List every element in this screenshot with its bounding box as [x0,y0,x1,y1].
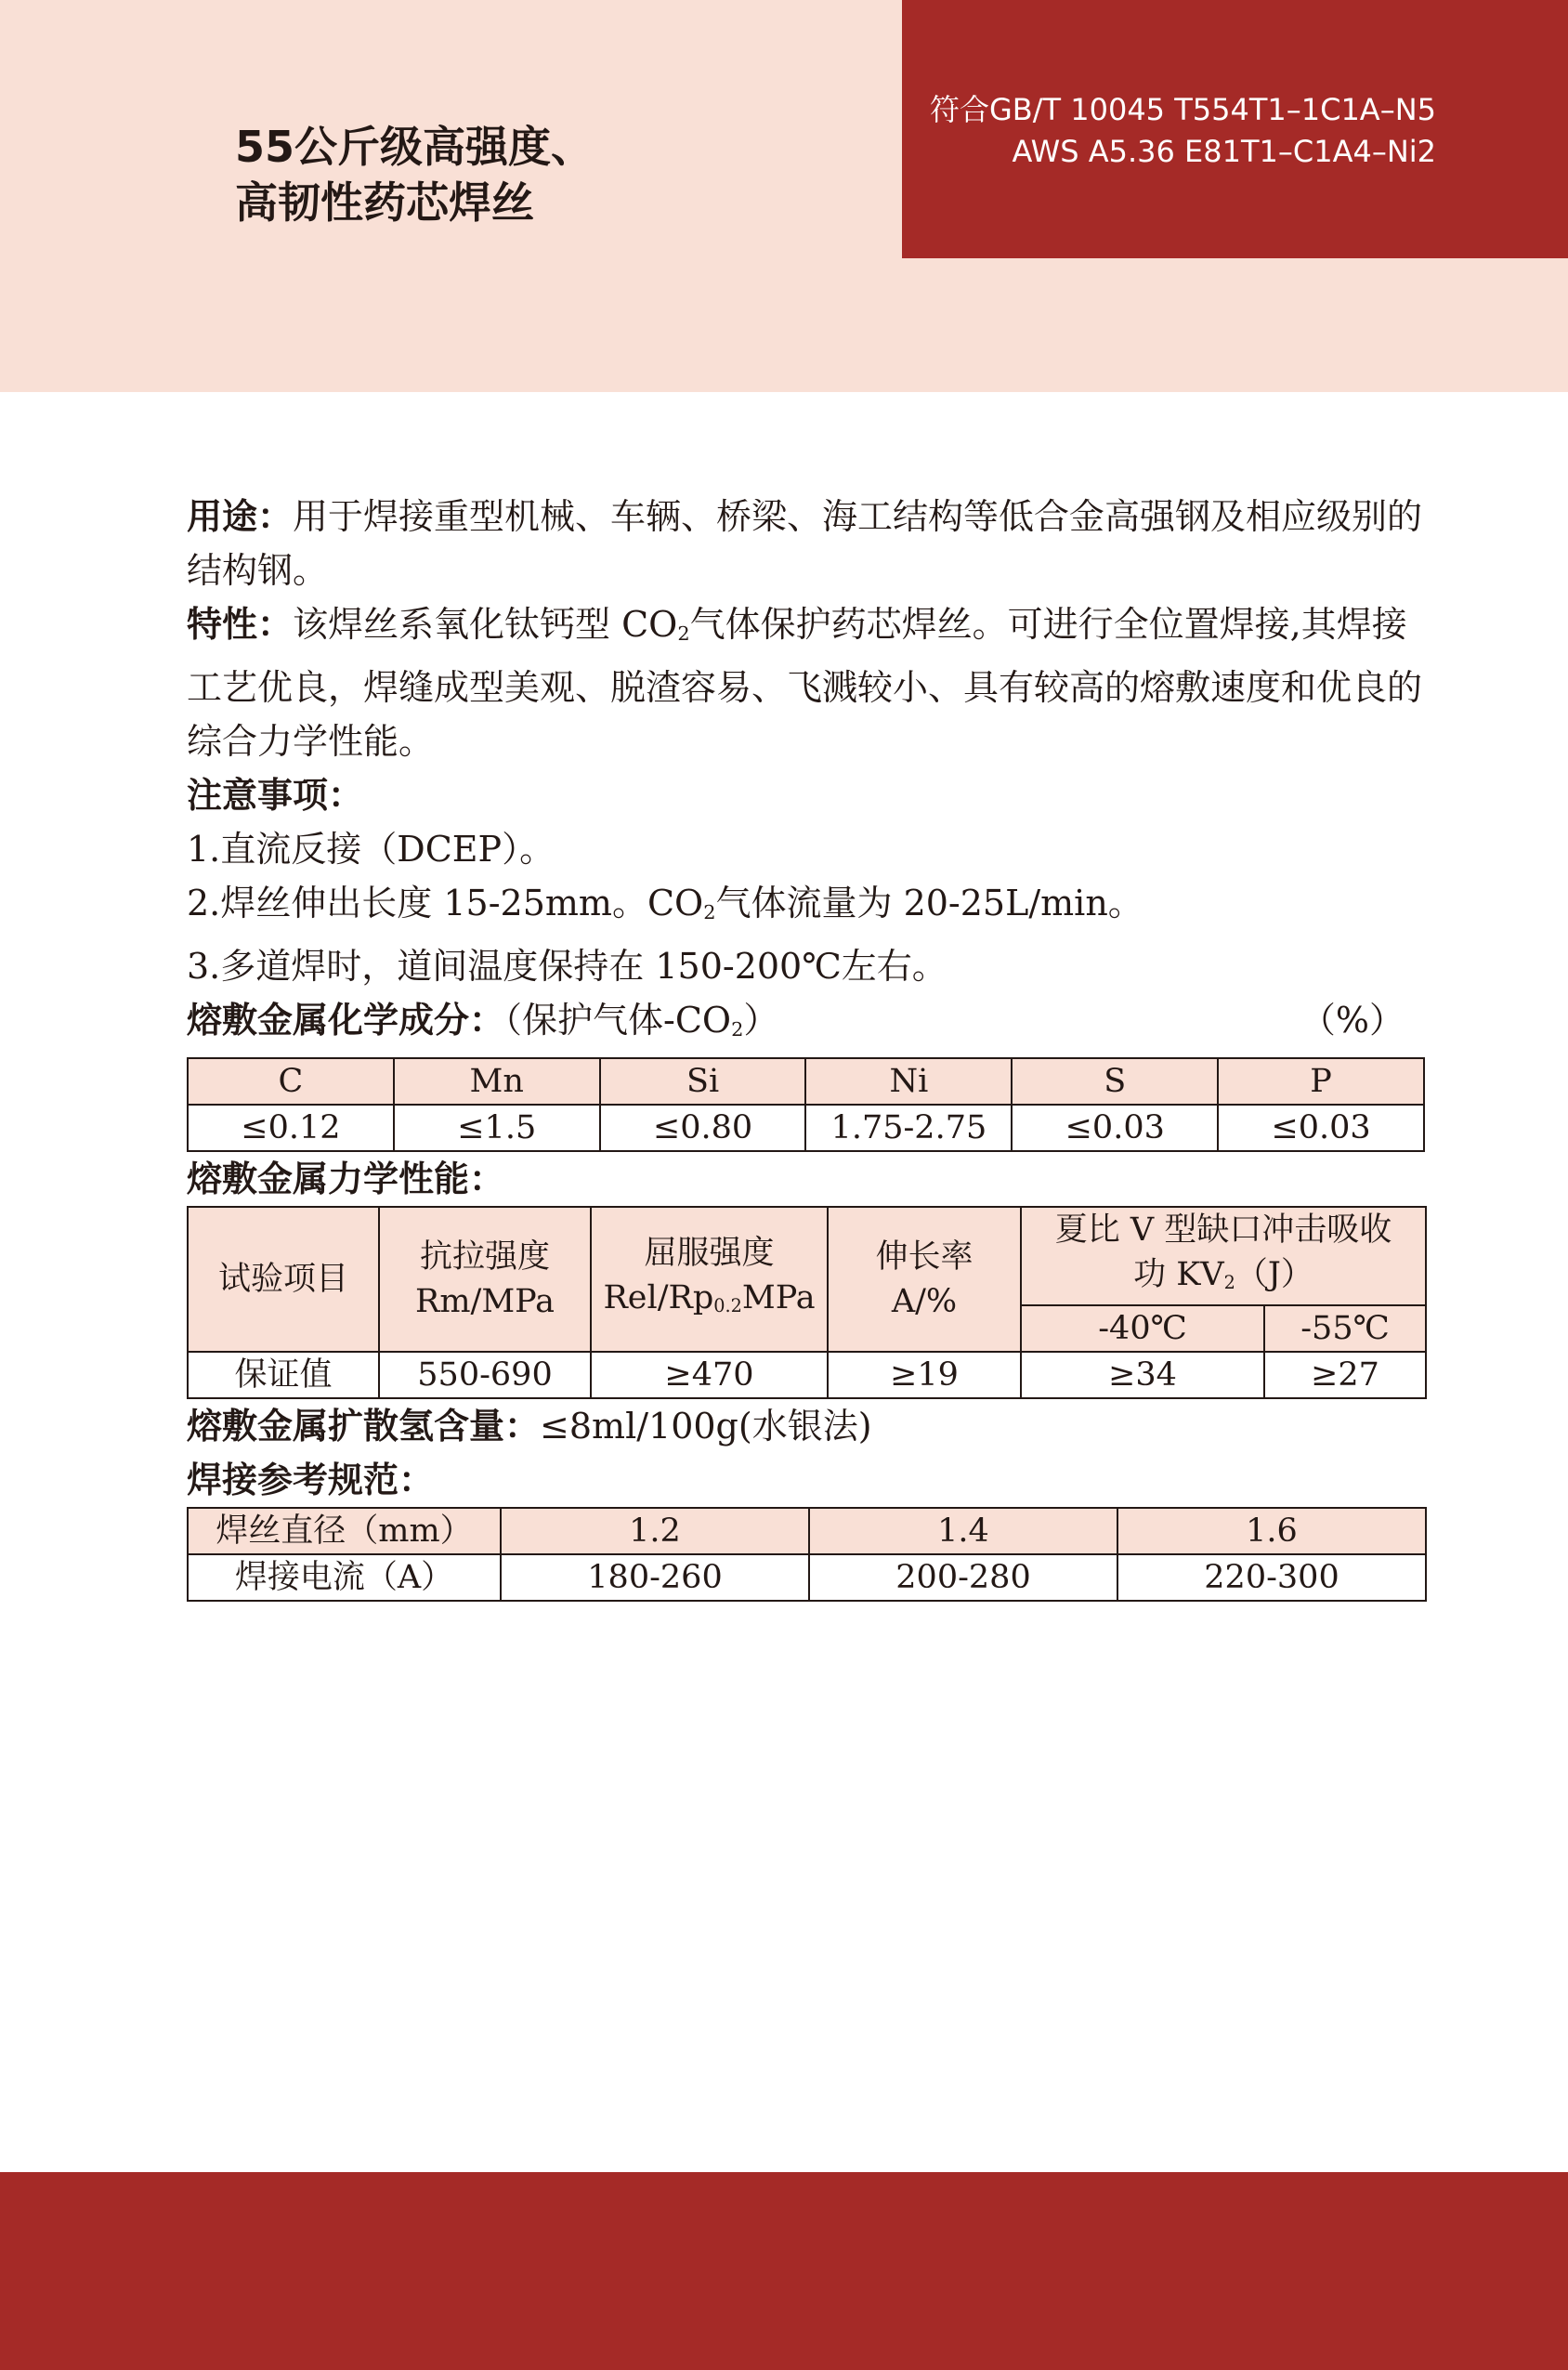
chem-header-p: P [1218,1058,1424,1105]
welding-diameter-1: 1.2 [501,1508,809,1554]
mech-col-tensile [379,1207,591,1353]
main-content [187,490,1425,1602]
mechanical-header-row-1 [188,1207,1426,1306]
mech-col-impact-subscript: 2 [1223,1271,1235,1293]
welding-current-label: 焊接电流（A） [188,1554,501,1601]
product-title [235,119,594,230]
chemistry-gas-subscript: 2 [731,1018,744,1041]
chem-value-p: ≤0.03 [1218,1105,1424,1151]
mech-row-label: 保证值 [188,1352,379,1398]
chem-value-s: ≤0.03 [1012,1105,1218,1151]
welding-diameter-2: 1.4 [809,1508,1117,1554]
note-item-1: 1.直流反接（DCEP）。 [187,829,555,871]
chemistry-value-row [188,1105,1424,1151]
mechanical-heading: 熔敷金属力学性能： [187,1158,505,1199]
usage-label: 用途： [187,496,294,537]
chem-value-ni: 1.75-2.75 [805,1105,1012,1151]
features-paragraph [187,597,1425,768]
mech-col-item: 试验项目 [188,1207,379,1353]
chem-header-s: S [1012,1058,1218,1105]
usage-text: 用于焊接重型机械、车辆、桥梁、海工结构等低合金高强钢及相应级别的结构钢。 [187,496,1423,591]
mech-col-impact-2 [1022,1252,1425,1305]
standard-codes [930,89,1436,173]
chem-header-si: Si [600,1058,806,1105]
mech-col-elongation [828,1207,1021,1353]
mech-value-yield: ≥470 [591,1352,828,1398]
mech-col-tensile-1: 抗拉强度 [419,1237,550,1276]
welding-table [187,1507,1427,1602]
welding-current-row [188,1554,1426,1601]
standard-gb: 符合GB/T 10045 T554T1–1C1A–N5 [929,92,1436,127]
mech-col-elong-2: A/% [891,1282,958,1320]
hydrogen-value: ≤8ml/100g(水银法) [540,1406,872,1447]
mechanical-table [187,1206,1427,1400]
features-text-2: 气体保护药芯焊丝。可进行全位置焊接,其焊接工艺优良，焊缝成型美观、脱渣容易、飞溅较小、具有较高的熔敷速度和优良的综合力学性能。 [187,604,1423,763]
mech-col-temp-40: -40℃ [1021,1305,1264,1352]
welding-current-1: 180-260 [501,1554,809,1601]
mech-col-elong-1: 伸长率 [875,1237,973,1276]
features-label: 特性： [187,604,294,645]
mech-col-temp-55: -55℃ [1264,1305,1426,1352]
notes-heading: 注意事项： [187,775,364,817]
mech-col-tensile-2: Rm/MPa [414,1282,555,1320]
mech-value-elongation: ≥19 [828,1352,1021,1398]
mech-col-yield-subscript: 0.2 [713,1294,742,1316]
welding-diameter-3: 1.6 [1117,1508,1426,1554]
mechanical-value-row [188,1352,1426,1398]
chemistry-table [187,1057,1425,1152]
mech-col-impact-2b: （J） [1235,1255,1313,1293]
chemistry-gas-2: ） [743,1000,779,1041]
mech-col-yield-1: 屈服强度 [644,1234,775,1272]
features-text-1: 该焊丝系氧化钛钙型 CO [293,604,678,645]
title-line-2: 高韧性药芯焊丝 [235,177,534,228]
chem-header-c: C [188,1058,394,1105]
mech-col-yield [591,1207,828,1353]
chem-value-c: ≤0.12 [188,1105,394,1151]
mech-col-impact-1: 夏比 V 型缺口冲击吸收 [1054,1211,1392,1249]
mech-col-yield-2b: MPa [741,1278,816,1316]
chemistry-heading-left [187,993,778,1056]
chemistry-unit: （%） [1300,1000,1405,1041]
usage-paragraph [187,490,1425,597]
standard-aws: AWS A5.36 E81T1–C1A4–Ni2 [1012,134,1436,169]
chemistry-heading: 熔敷金属化学成分： [187,1000,505,1041]
chem-header-ni: Ni [805,1058,1012,1105]
note-item-2-text-2: 气体流量为 20-25L/min。 [715,883,1143,924]
chem-value-si: ≤0.80 [600,1105,806,1151]
welding-diameter-row [188,1508,1426,1554]
features-co2-subscript: 2 [677,622,690,646]
mech-col-yield-2 [592,1276,827,1329]
footer-band [0,2172,1568,2370]
mech-value-impact-55: ≥27 [1264,1352,1426,1398]
welding-diameter-label: 焊丝直径（mm） [188,1508,501,1554]
mech-col-yield-2a: Rel/Rp [603,1278,714,1316]
mech-col-impact [1021,1207,1426,1306]
mech-col-impact-2a: 功 KV [1133,1255,1224,1293]
chemistry-gas-1: （保护气体-CO [504,1000,732,1041]
welding-heading: 焊接参考规范： [187,1460,435,1501]
hydrogen-heading: 熔敷金属扩散氢含量： [187,1406,541,1447]
welding-current-2: 200-280 [809,1554,1117,1601]
note-item-3: 3.多道焊时，道间温度保持在 150-200℃左右。 [187,946,947,988]
mech-value-tensile: 550-690 [379,1352,591,1398]
note-item-2-subscript: 2 [703,901,716,924]
welding-current-3: 220-300 [1117,1554,1426,1601]
chemistry-header-row [188,1058,1424,1105]
mech-value-impact-40: ≥34 [1021,1352,1264,1398]
chem-value-mn: ≤1.5 [394,1105,600,1151]
note-item-2 [187,876,1425,939]
standard-box [902,0,1568,258]
chem-header-mn: Mn [394,1058,600,1105]
title-line-1: 55公斤级高强度、 [235,122,595,172]
chemistry-heading-row [187,993,1425,1056]
note-item-2-text-1: 2.焊丝伸出长度 15-25mm。CO [187,883,704,924]
hydrogen-line [187,1399,1425,1453]
